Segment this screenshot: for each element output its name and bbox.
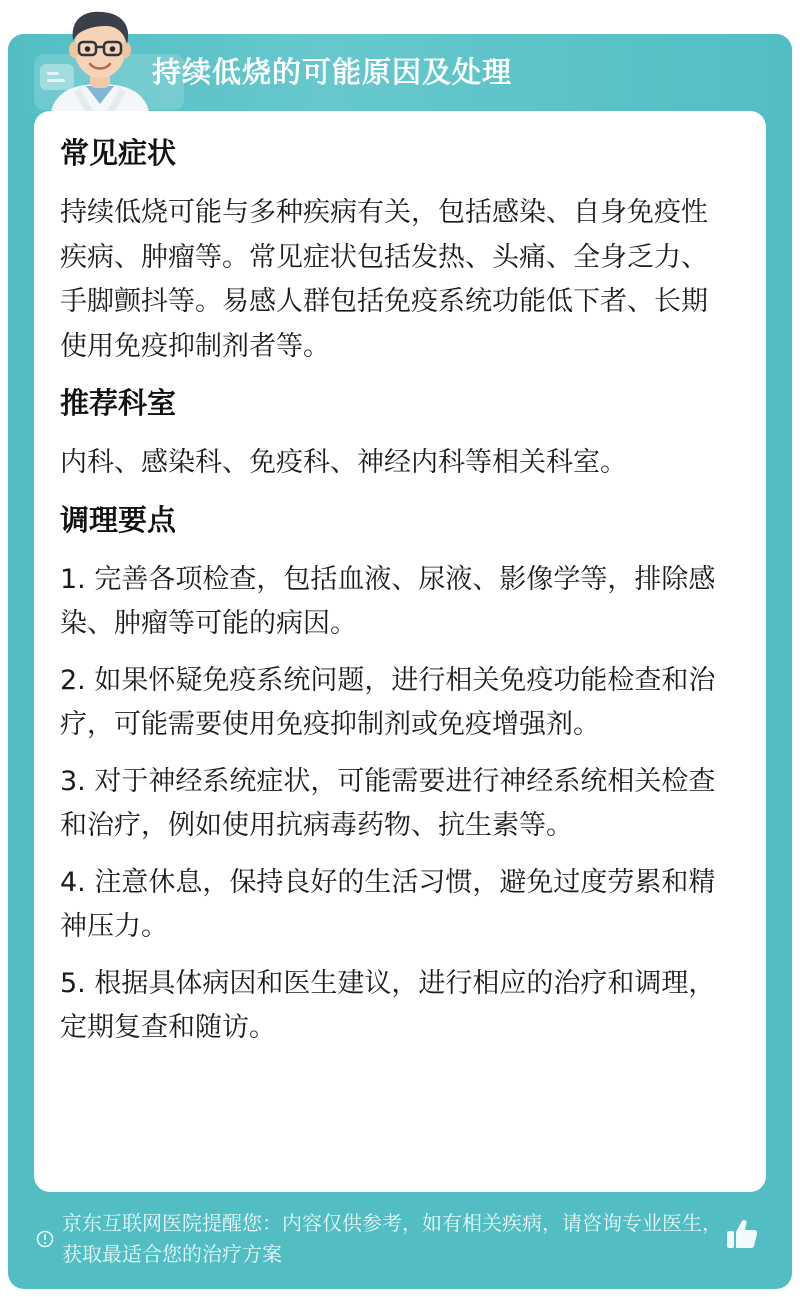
care-point-item: 4. 注意休息，保持良好的生活习惯，避免过度劳累和精神压力。	[60, 866, 716, 942]
symptoms-paragraph: 持续低烧可能与多种疾病有关，包括感染、自身免疫性疾病、肿瘤等。常见症状包括发热、头痛、全身乏力、手脚颤抖等。易感人群包括免疫系统功能低下者、长期使用免疫抑制剂者等。	[60, 197, 708, 362]
section-heading-symptoms: 常见症状	[60, 136, 177, 170]
departments-paragraph: 内科、感染科、免疫科、神经内科等相关科室。	[60, 447, 627, 478]
page-title: 持续低烧的可能原因及处理	[152, 55, 513, 89]
care-point-item: 5. 根据具体病因和医生建议，进行相应的治疗和调理，定期复查和随访。	[60, 967, 716, 1043]
care-point-item: 3. 对于神经系统症状，可能需要进行神经系统相关检查和治疗，例如使用抗病毒药物、抗生素等。	[60, 765, 716, 841]
disclaimer-text: 京东互联网医院提醒您：内容仅供参考，如有相关疾病，请咨询专业医生，获取最适合您的治疗方案	[62, 1211, 722, 1266]
care-point-item: 2. 如果怀疑免疫系统问题，进行相关免疫功能检查和治疗，可能需要使用免疫抑制剂或免疫增强剂。	[60, 664, 716, 740]
article-content	[60, 133, 730, 1063]
content-card	[34, 111, 766, 1192]
info-icon	[36, 1230, 54, 1248]
doctor-avatar-icon	[40, 4, 160, 116]
care-point-item: 1. 完善各项检查，包括血液、尿液、影像学等，排除感染、肿瘤等可能的病因。	[60, 563, 716, 639]
thumbs-up-icon[interactable]	[724, 1216, 760, 1252]
disclaimer-footer	[36, 1208, 756, 1268]
section-heading-departments: 推荐科室	[60, 386, 177, 420]
section-heading-care-points: 调理要点	[60, 502, 177, 537]
